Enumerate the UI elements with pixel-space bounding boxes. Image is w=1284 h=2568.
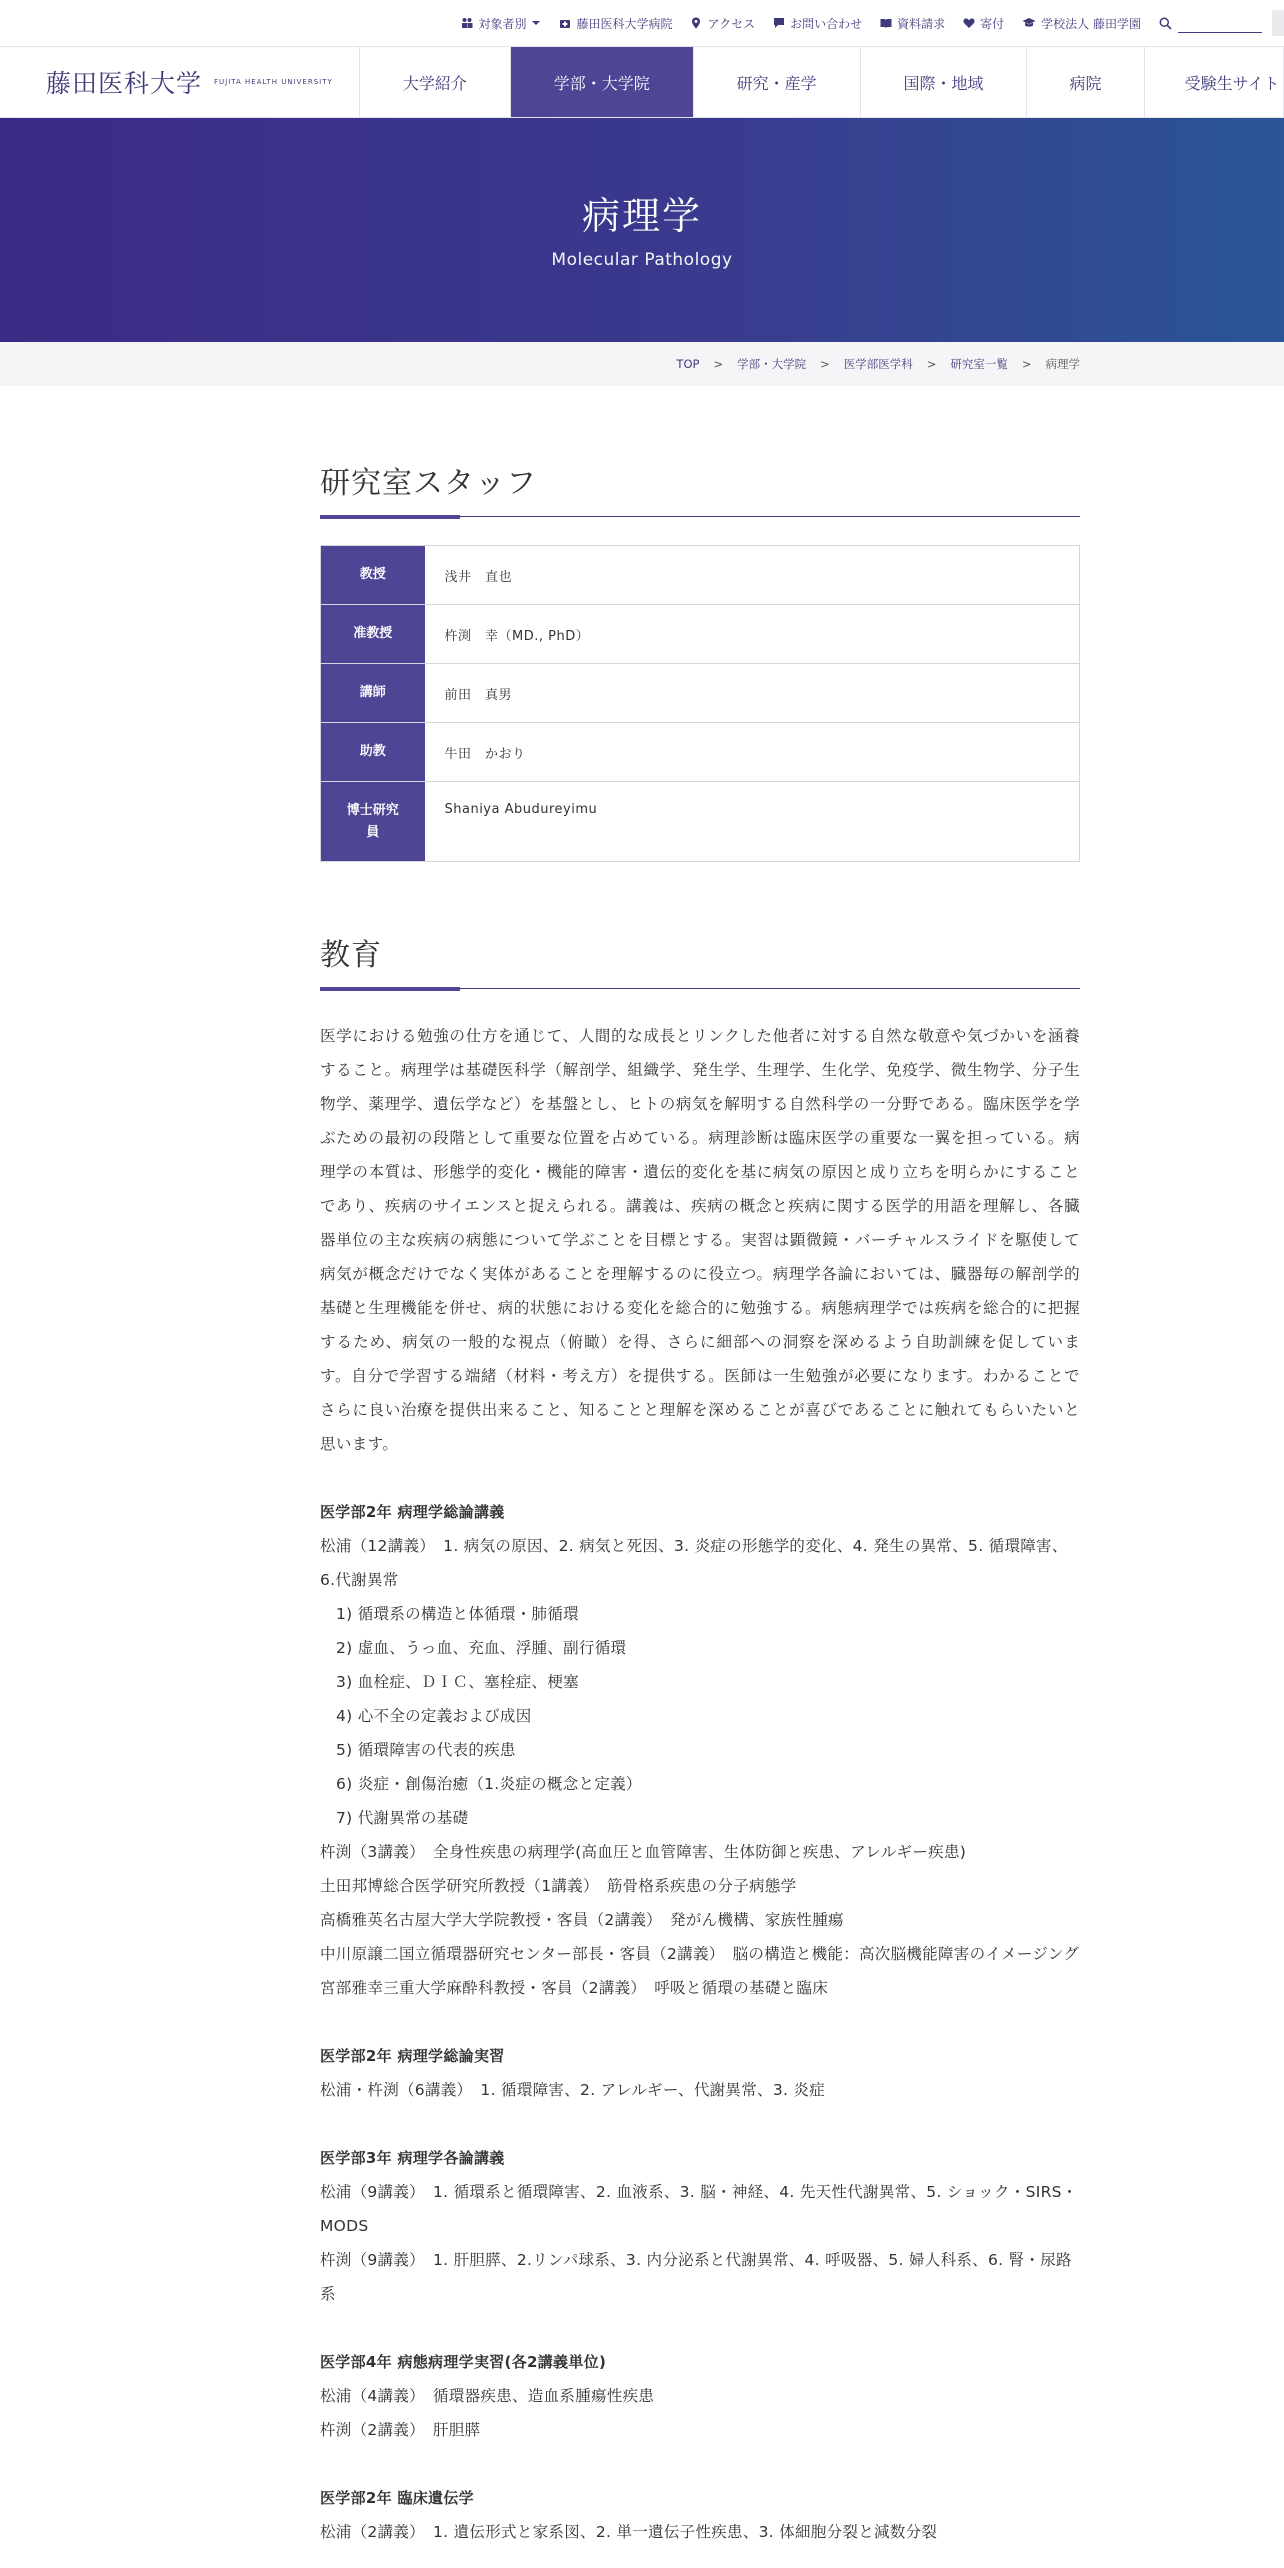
contact-link[interactable]	[773, 15, 862, 32]
staff-role: 助教	[321, 723, 425, 782]
logo-text: 藤田医科大学	[46, 69, 203, 98]
course-line: 宮部雅幸三重大学麻酔科教授・客員（2講義） 呼吸と循環の基礎と臨床	[320, 1979, 829, 1997]
heart-icon	[963, 17, 975, 29]
access-link[interactable]	[690, 15, 755, 32]
nav-applicants[interactable]: 受験生サイト	[1145, 47, 1284, 117]
search-input[interactable]	[1178, 13, 1262, 33]
people-icon	[461, 17, 473, 29]
corporation-label: 学校法人 藤田学園	[1041, 16, 1141, 31]
breadcrumb-faculties[interactable]: 学部・大学院	[737, 357, 807, 371]
course-line: 松浦・杵渕（6講義） 1. 循環障害、2. アレルギー、代謝異常、3. 炎症	[320, 2081, 826, 2099]
course-line: 松浦（4講義） 循環器疾患、造血系腫瘍性疾患	[320, 2387, 655, 2405]
breadcrumb-separator: >	[926, 357, 937, 371]
main-content	[320, 386, 1080, 2549]
search-button[interactable]	[1272, 10, 1284, 36]
nav-faculties[interactable]: 学部・大学院	[511, 47, 694, 117]
staff-name: 牛田 かおり	[444, 746, 526, 762]
course-block	[320, 2039, 1080, 2107]
table-row	[321, 782, 1080, 862]
table-row	[321, 605, 1080, 664]
nav-international[interactable]: 国際・地域	[861, 47, 1028, 117]
education-section	[320, 930, 1080, 2549]
graduation-cap-icon	[1022, 17, 1036, 29]
breadcrumb-separator: >	[1021, 357, 1032, 371]
staff-name: 前田 真男	[444, 687, 513, 703]
hospital-link[interactable]	[559, 15, 672, 32]
search-icon	[1159, 17, 1172, 30]
staff-role: 博士研究員	[321, 782, 425, 862]
course-line: 6) 炎症・創傷治癒（1.炎症の概念と定義）	[336, 1775, 642, 1793]
course-title: 医学部2年 病理学総論実習	[320, 2047, 505, 2065]
nav-hospital[interactable]: 病院	[1027, 47, 1144, 117]
course-line: 高橋雅英名古屋大学大学院教授・客員（2講義） 発がん機構、家族性腫瘍	[320, 1911, 844, 1929]
corporation-link[interactable]	[1022, 15, 1141, 32]
breadcrumb-separator: >	[820, 357, 830, 371]
staff-heading: 研究室スタッフ	[320, 458, 1080, 517]
map-pin-icon	[690, 17, 702, 29]
donation-link[interactable]	[963, 15, 1004, 32]
course-block	[320, 2141, 1080, 2311]
main-header	[0, 46, 1284, 118]
course-list	[320, 1495, 1080, 2549]
breadcrumb-top[interactable]: TOP	[676, 357, 700, 371]
course-title: 医学部2年 病理学総論講義	[320, 1503, 505, 1521]
breadcrumb-separator: >	[713, 357, 724, 371]
course-line: 杵渕（9講義） 1. 肝胆膵、2.リンパ球系、3. 内分泌系と代謝異常、4. 呼吸器、5. 婦人科系、6. 腎・尿路系	[320, 2251, 1072, 2303]
table-row	[321, 664, 1080, 723]
course-line: 中川原譲二国立循環器研究センター部長・客員（2講義） 脳の構造と機能：高次脳機能障害のイメージング	[320, 1945, 1080, 1963]
staff-role: 講師	[321, 664, 425, 723]
course-line: 4) 心不全の定義および成因	[336, 1707, 532, 1725]
course-line: 土田邦博総合医学研究所教授（1講義） 筋骨格系疾患の分子病態学	[320, 1877, 797, 1895]
breadcrumb-labs[interactable]: 研究室一覧	[950, 357, 1008, 371]
page-hero	[0, 118, 1284, 342]
book-icon	[880, 17, 892, 29]
table-row	[321, 723, 1080, 782]
staff-name: 浅井 直也	[444, 569, 513, 585]
staff-role: 教授	[321, 546, 425, 605]
course-line: 1) 循環系の構造と体循環・肺循環	[336, 1605, 579, 1623]
contact-label: お問い合わせ	[790, 16, 863, 31]
hospital-label: 藤田医科大学病院	[576, 16, 673, 31]
caret-down-icon	[531, 18, 541, 28]
breadcrumb-medicine[interactable]: 医学部医学科	[843, 357, 913, 371]
logo-subtext: FUJITA HEALTH UNIVERSITY	[214, 78, 333, 86]
audience-menu[interactable]	[461, 15, 541, 32]
course-line: 7) 代謝異常の基礎	[336, 1809, 469, 1827]
course-title: 医学部2年 臨床遺伝学	[320, 2489, 474, 2507]
staff-name: 杵渕 幸（MD., PhD）	[444, 628, 590, 644]
course-block	[320, 2345, 1080, 2447]
brochure-label: 資料請求	[897, 16, 946, 31]
course-line: 松浦（2講義） 1. 遺伝形式と家系図、2. 単一遺伝子性疾患、3. 体細胞分裂と減数分裂	[320, 2523, 938, 2541]
staff-table	[320, 545, 1080, 862]
course-line: 5) 循環障害の代表的疾患	[336, 1741, 516, 1759]
course-line: 杵渕（3講義） 全身性疾患の病理学(高血圧と血管障害、生体防御と疾患、アレルギー疾患)	[320, 1843, 967, 1861]
course-block	[320, 1495, 1080, 2005]
course-block	[320, 2481, 1080, 2549]
page-title: 病理学	[581, 193, 702, 238]
staff-role: 准教授	[321, 605, 425, 664]
course-line: 杵渕（2講義） 肝胆膵	[320, 2421, 481, 2439]
hospital-icon	[559, 17, 571, 29]
site-logo[interactable]	[0, 47, 360, 117]
audience-label: 対象者別	[478, 16, 527, 31]
education-paragraph: 医学における勉強の仕方を通じて、人間的な成長とリンクした他者に対する自然な敬意や気づかいを涵養すること。病理学は基礎医科学（解剖学、組織学、発生学、生理学、生化学、免疫学、微生物学、分子生物学、薬理学、遺伝学など）を基盤とし、ヒトの病気を解明する自然科学の一分野である。臨床医学を学ぶための最初の段階として重要な位置を占めている。病理診断は臨床医学の重要な一翼を担っている。病理学の本質は、形態学的変化・機能的障害・遺伝的変化を基に病気の原因と成り立ちを明らかにすることであり、疾病のサイエンスと捉えられる。講義は、疾病の概念と疾病に関する医学的用語を理解し、各臓器単位の主な疾病の病態について学ぶことを目標とする。実習は顕微鏡・バーチャルスライドを駆使して病気が概念だけでなく実体があることを理解するのに役立つ。病理学各論においては、臓器毎の解剖学的基礎と生理機能を併せ、病的状態における変化を総合的に勉強する。病態病理学では疾病を総合的に把握するため、病気の一般的な視点（俯瞰）を得、さらに細部への洞察を深めるよう自助訓練を促しています。自分で学習する端緒（材料・考え方）を提供する。医師は一生勉強が必要になります。わかることでさらに良い治療を提供出来ること、知ることと理解を深めることが喜びであることに触れてもらいたいと思います。	[320, 1027, 1080, 1453]
table-row	[321, 546, 1080, 605]
access-label: アクセス	[707, 16, 756, 31]
nav-about[interactable]: 大学紹介	[360, 47, 511, 117]
course-line: 2) 虚血、うっ血、充血、浮腫、副行循環	[336, 1639, 627, 1657]
nav-research[interactable]: 研究・産学	[694, 47, 861, 117]
donation-label: 寄付	[980, 16, 1005, 31]
course-line: 松浦（9講義） 1. 循環系と循環障害、2. 血液系、3. 脳・神経、4. 先天性代謝異常、5. ショック・SIRS・MODS	[320, 2183, 1078, 2235]
course-title: 医学部3年 病理学各論講義	[320, 2149, 505, 2167]
staff-name: Shaniya Abudureyimu	[444, 802, 598, 817]
breadcrumb	[0, 342, 1284, 386]
course-line: 3) 血栓症、ＤＩＣ、塞栓症、梗塞	[336, 1673, 579, 1691]
brochure-link[interactable]	[880, 15, 945, 32]
breadcrumb-current: 病理学	[1045, 357, 1080, 371]
chat-icon	[773, 17, 785, 29]
page-subtitle: Molecular Pathology	[551, 249, 733, 270]
education-heading: 教育	[320, 930, 1080, 989]
course-line: 松浦（12講義） 1. 病気の原因、2. 病気と死因、3. 炎症の形態学的変化、4. 発生の異常、5. 循環障害、6.代謝異常	[320, 1537, 1068, 1589]
course-title: 医学部4年 病態病理学実習(各2講義単位)	[320, 2353, 607, 2371]
utility-bar	[0, 0, 1284, 46]
site-search	[1159, 10, 1284, 36]
